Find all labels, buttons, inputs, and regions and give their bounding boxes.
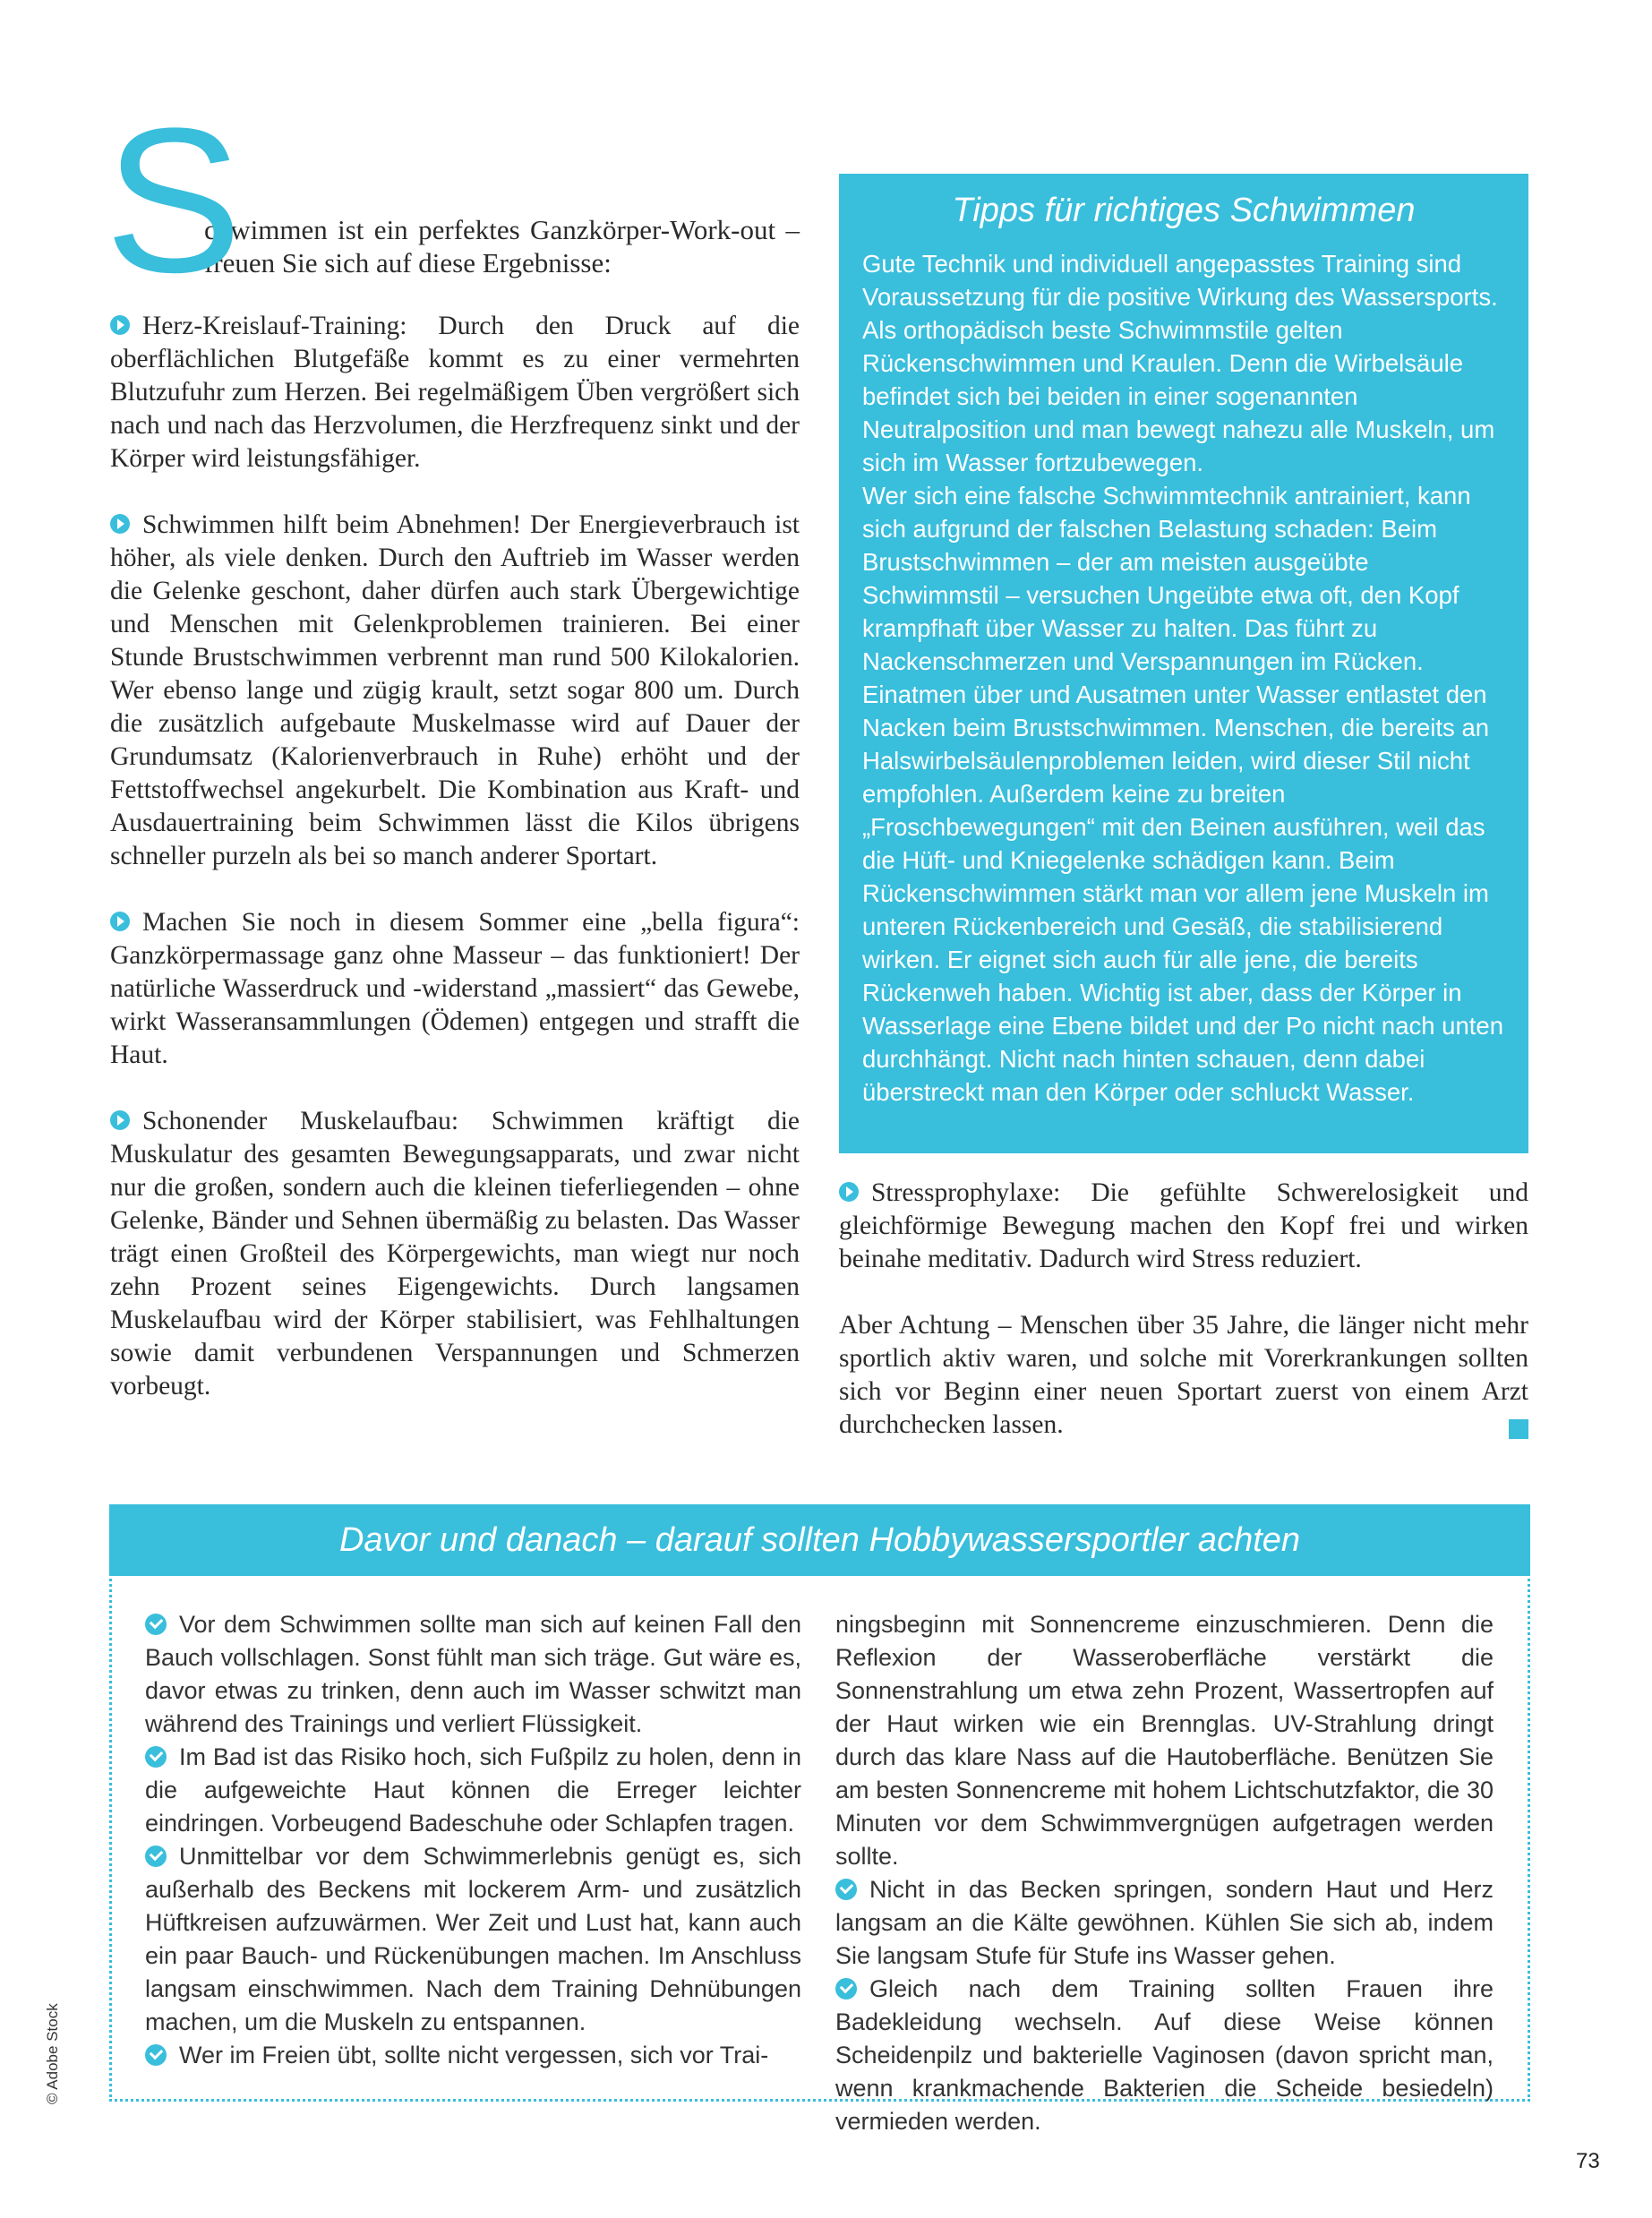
paragraph-text: Machen Sie noch in diesem Sommer eine „bella figura“: Ganzkörpermassage ganz ohne Masseur – das funktioniert! Der natürliche Wasserdruck und -widerstand „massiert“ das Gewebe, wirkt Wasseransammlungen (Ödemen) entgegen und strafft die Haut. xyxy=(110,908,800,1069)
check-circle-icon xyxy=(145,1746,167,1768)
paragraph-warning: Aber Achtung – Menschen über 35 Jahre, die länger nicht mehr sportlich aktiv waren, und solche mit Vorerkrankungen sollten sich vor Beginn einer neuen Sportart zuerst von einem Arzt durchchecken lassen. xyxy=(839,1311,1528,1439)
paragraph-herz-kreislauf xyxy=(110,310,800,475)
bottom-box-title: Davor und danach – darauf sollten Hobbywassersportler achten xyxy=(109,1504,1530,1576)
tips-title: Tipps für richtiges Schwimmen xyxy=(952,192,1416,229)
list-item: Im Bad ist das Risiko hoch, sich Fußpilz zu holen, denn in die aufgeweichte Haut können die Erreger leichter eindringen. Vorbeugend Badeschuhe oder Schlapfen tragen. xyxy=(145,1743,801,1837)
paragraph-muskelaufbau xyxy=(110,1105,800,1403)
list-item: Nicht in das Becken springen, sondern Haut und Herz langsam an die Kälte gewöhnen. Kühlen Sie sich ab, indem Sie langsam Stufe für Stufe ins Wasser gehen. xyxy=(835,1876,1494,1969)
intro-text: chwimmen ist ein perfektes Ganzkörper-Work-out – freuen Sie sich auf diese Ergebnisse: xyxy=(204,214,800,278)
check-circle-icon xyxy=(835,1879,857,1900)
check-circle-icon xyxy=(145,2044,167,2066)
tips-paragraph-2: Wer sich eine falsche Schwimmtechnik antrainiert, kann sich aufgrund der falschen Belastung schaden: Beim Brustschwimmen – der am meisten ausgeübte Schwimmstil – versuchen Ungeübte etwa oft, den Kopf krampfhaft über Wasser zu halten. Das führt zu Nackenschmerzen und Verspannungen im Rücken. Einatmen über und Ausatmen unter Wasser entlastet den Nacken beim Brustschwimmen. Menschen, die bereits an Halswirbelsäulenproblemen leiden, wird dieser Stil nicht empfohlen. Außerdem keine zu breiten „Froschbewegungen“ mit den Beinen ausführen, weil das die Hüft- und Kniegelenke schädigen kann. Beim Rückenschwimmen stärkt man vor allem jene Muskeln im unteren Rückenbereich und Gesäß, die stabilisierend wirken. Er eignet sich auch für alle jene, die bereits Rückenweh haben. Wichtig ist aber, dass der Körper in Wasserlage eine Ebene bildet und der Po nicht nach unten durchhängt. Nicht nach hinten schauen, denn dabei überstreckt man den Körper oder schluckt Wasser. xyxy=(862,482,1503,1106)
paragraph-abnehmen xyxy=(110,509,800,873)
arrow-bullet-icon xyxy=(110,912,130,931)
drop-cap: S xyxy=(105,85,243,315)
bottom-box-left-column xyxy=(145,1608,801,2072)
tips-paragraph-1: Gute Technik und individuell angepasstes Training sind Voraussetzung für die positive Wirkung des Wassersports. Als orthopädisch beste Schwimmstile gelten Rückenschwimmen und Kraulen. Denn die Wirbelsäule befindet sich bei beiden in einer sogenannten Neutralposition und man bewegt nahezu alle Muskeln, um sich im Wasser fortzubewegen. xyxy=(862,250,1498,476)
list-item-continued: ningsbeginn mit Sonnencreme einzuschmieren. Denn die Reflexion der Wasseroberfläche verstärkt die Sonnenstrahlung um etwa zehn Prozent, Wassertropfen auf der Haut wirken wie ein Brennglas. UV-Strahlung dringt durch das klare Nass auf die Hautoberfläche. Benützen Sie am besten Sonnencreme mit hohem Lichtschutzfaktor, die 30 Minuten vor dem Schwimmvergnügen aufgetragen werden sollte. xyxy=(835,1611,1494,1870)
arrow-bullet-icon xyxy=(110,1110,130,1130)
right-column-text xyxy=(839,1177,1528,1475)
check-circle-icon xyxy=(145,1845,167,1867)
paragraph-stressprophylaxe xyxy=(839,1177,1528,1276)
left-column xyxy=(105,85,800,1403)
list-item: Unmittelbar vor dem Schwimmerlebnis genügt es, sich außerhalb des Beckens mit lockerem Arm- und zusätzlich Hüftkreisen aufzuwärmen. Wer Zeit und Lust hat, kann auch ein paar Bauch- und Rückenübungen machen. Im Anschluss langsam einschwimmen. Nach dem Training Dehnübungen machen, um die Muskeln zu entspannen. xyxy=(145,1843,801,2035)
list-item: Vor dem Schwimmen sollte man sich auf keinen Fall den Bauch vollschlagen. Sonst fühlt man sich träge. Gut wäre es, davor etwas zu trinken, denn auch im Wasser schwitzt man während des Trainings und verliert Flüssigkeit. xyxy=(145,1611,801,1737)
arrow-bullet-icon xyxy=(110,514,130,534)
end-square-icon xyxy=(1509,1419,1528,1439)
arrow-bullet-icon xyxy=(110,315,130,335)
check-circle-icon xyxy=(145,1614,167,1635)
check-circle-icon xyxy=(835,1978,857,2000)
photo-credit: © Adobe Stock xyxy=(44,2003,61,2104)
paragraph-bella-figura xyxy=(110,906,800,1072)
paragraph-text: Herz-Kreislauf-Training: Durch den Druck auf die oberflächlichen Blutgefäße kommt es zu einer vermehrten Blutzufuhr zum Herzen. Bei regelmäßigem Üben vergrößert sich nach und nach das Herzvolumen, die Herzfrequenz sinkt und der Körper wird leistungsfähiger. xyxy=(110,312,800,473)
paragraph-text: Schonender Muskelaufbau: Schwimmen kräftigt die Muskulatur des gesamten Bewegungsapparats, und zwar nicht nur die großen, sondern auch die kleinen tieferliegenden – ohne Gelenke, Bänder und Sehnen übermäßig zu belasten. Das Wasser trägt einen Großteil des Körpergewichts, man wiegt nur noch zehn Prozent seines Eigengewichts. Durch langsamen Muskelaufbau wird der Körper stabilisiert, was Fehlhaltungen sowie damit verbundenen Verspannungen und Schmerzen vorbeugt. xyxy=(110,1107,800,1400)
paragraph-text: Stressprophylaxe: Die gefühlte Schwerelosigkeit und gleichförmige Bewegung machen den Kopf frei und wirken beinahe meditativ. Dadurch wird Stress reduziert. xyxy=(839,1178,1528,1273)
page-number: 73 xyxy=(1576,2149,1600,2173)
paragraph-text: Schwimmen hilft beim Abnehmen! Der Energieverbrauch ist höher, als viele denken. Durch den Auftrieb im Wasser werden die Gelenke geschont, daher dürfen auch stark Übergewichtige und Menschen mit Gelenkproblemen trainieren. Bei einer Stunde Brustschwimmen verbrennt man rund 500 Kilokalorien. Wer ebenso lange und zügig krault, setzt sogar 800 um. Durch die zusätzlich aufgebaute Muskelmasse wird auf Dauer der Grundumsatz (Kalorienverbrauch in Ruhe) erhöht und der Fettstoffwechsel angekurbelt. Die Kombination aus Kraft- und Ausdauertraining beim Schwimmen lässt die Kilos übrigens schneller purzeln als bei so manch anderer Sportart. xyxy=(110,510,800,870)
bottom-box-right-column xyxy=(835,1608,1494,2138)
arrow-bullet-icon xyxy=(839,1182,859,1202)
list-item: Wer im Freien übt, sollte nicht vergessen, sich vor Trai- xyxy=(145,2039,801,2072)
intro-paragraph xyxy=(105,85,800,315)
tips-box xyxy=(839,174,1528,1153)
list-item: Gleich nach dem Training sollten Frauen ihre Badekleidung wechseln. Auf diese Weise können Scheidenpilz und bakterielle Vaginosen (davon spricht man, wenn krankmachende Bakterien die Scheide besiedeln) vermieden werden. xyxy=(835,1975,1494,2135)
